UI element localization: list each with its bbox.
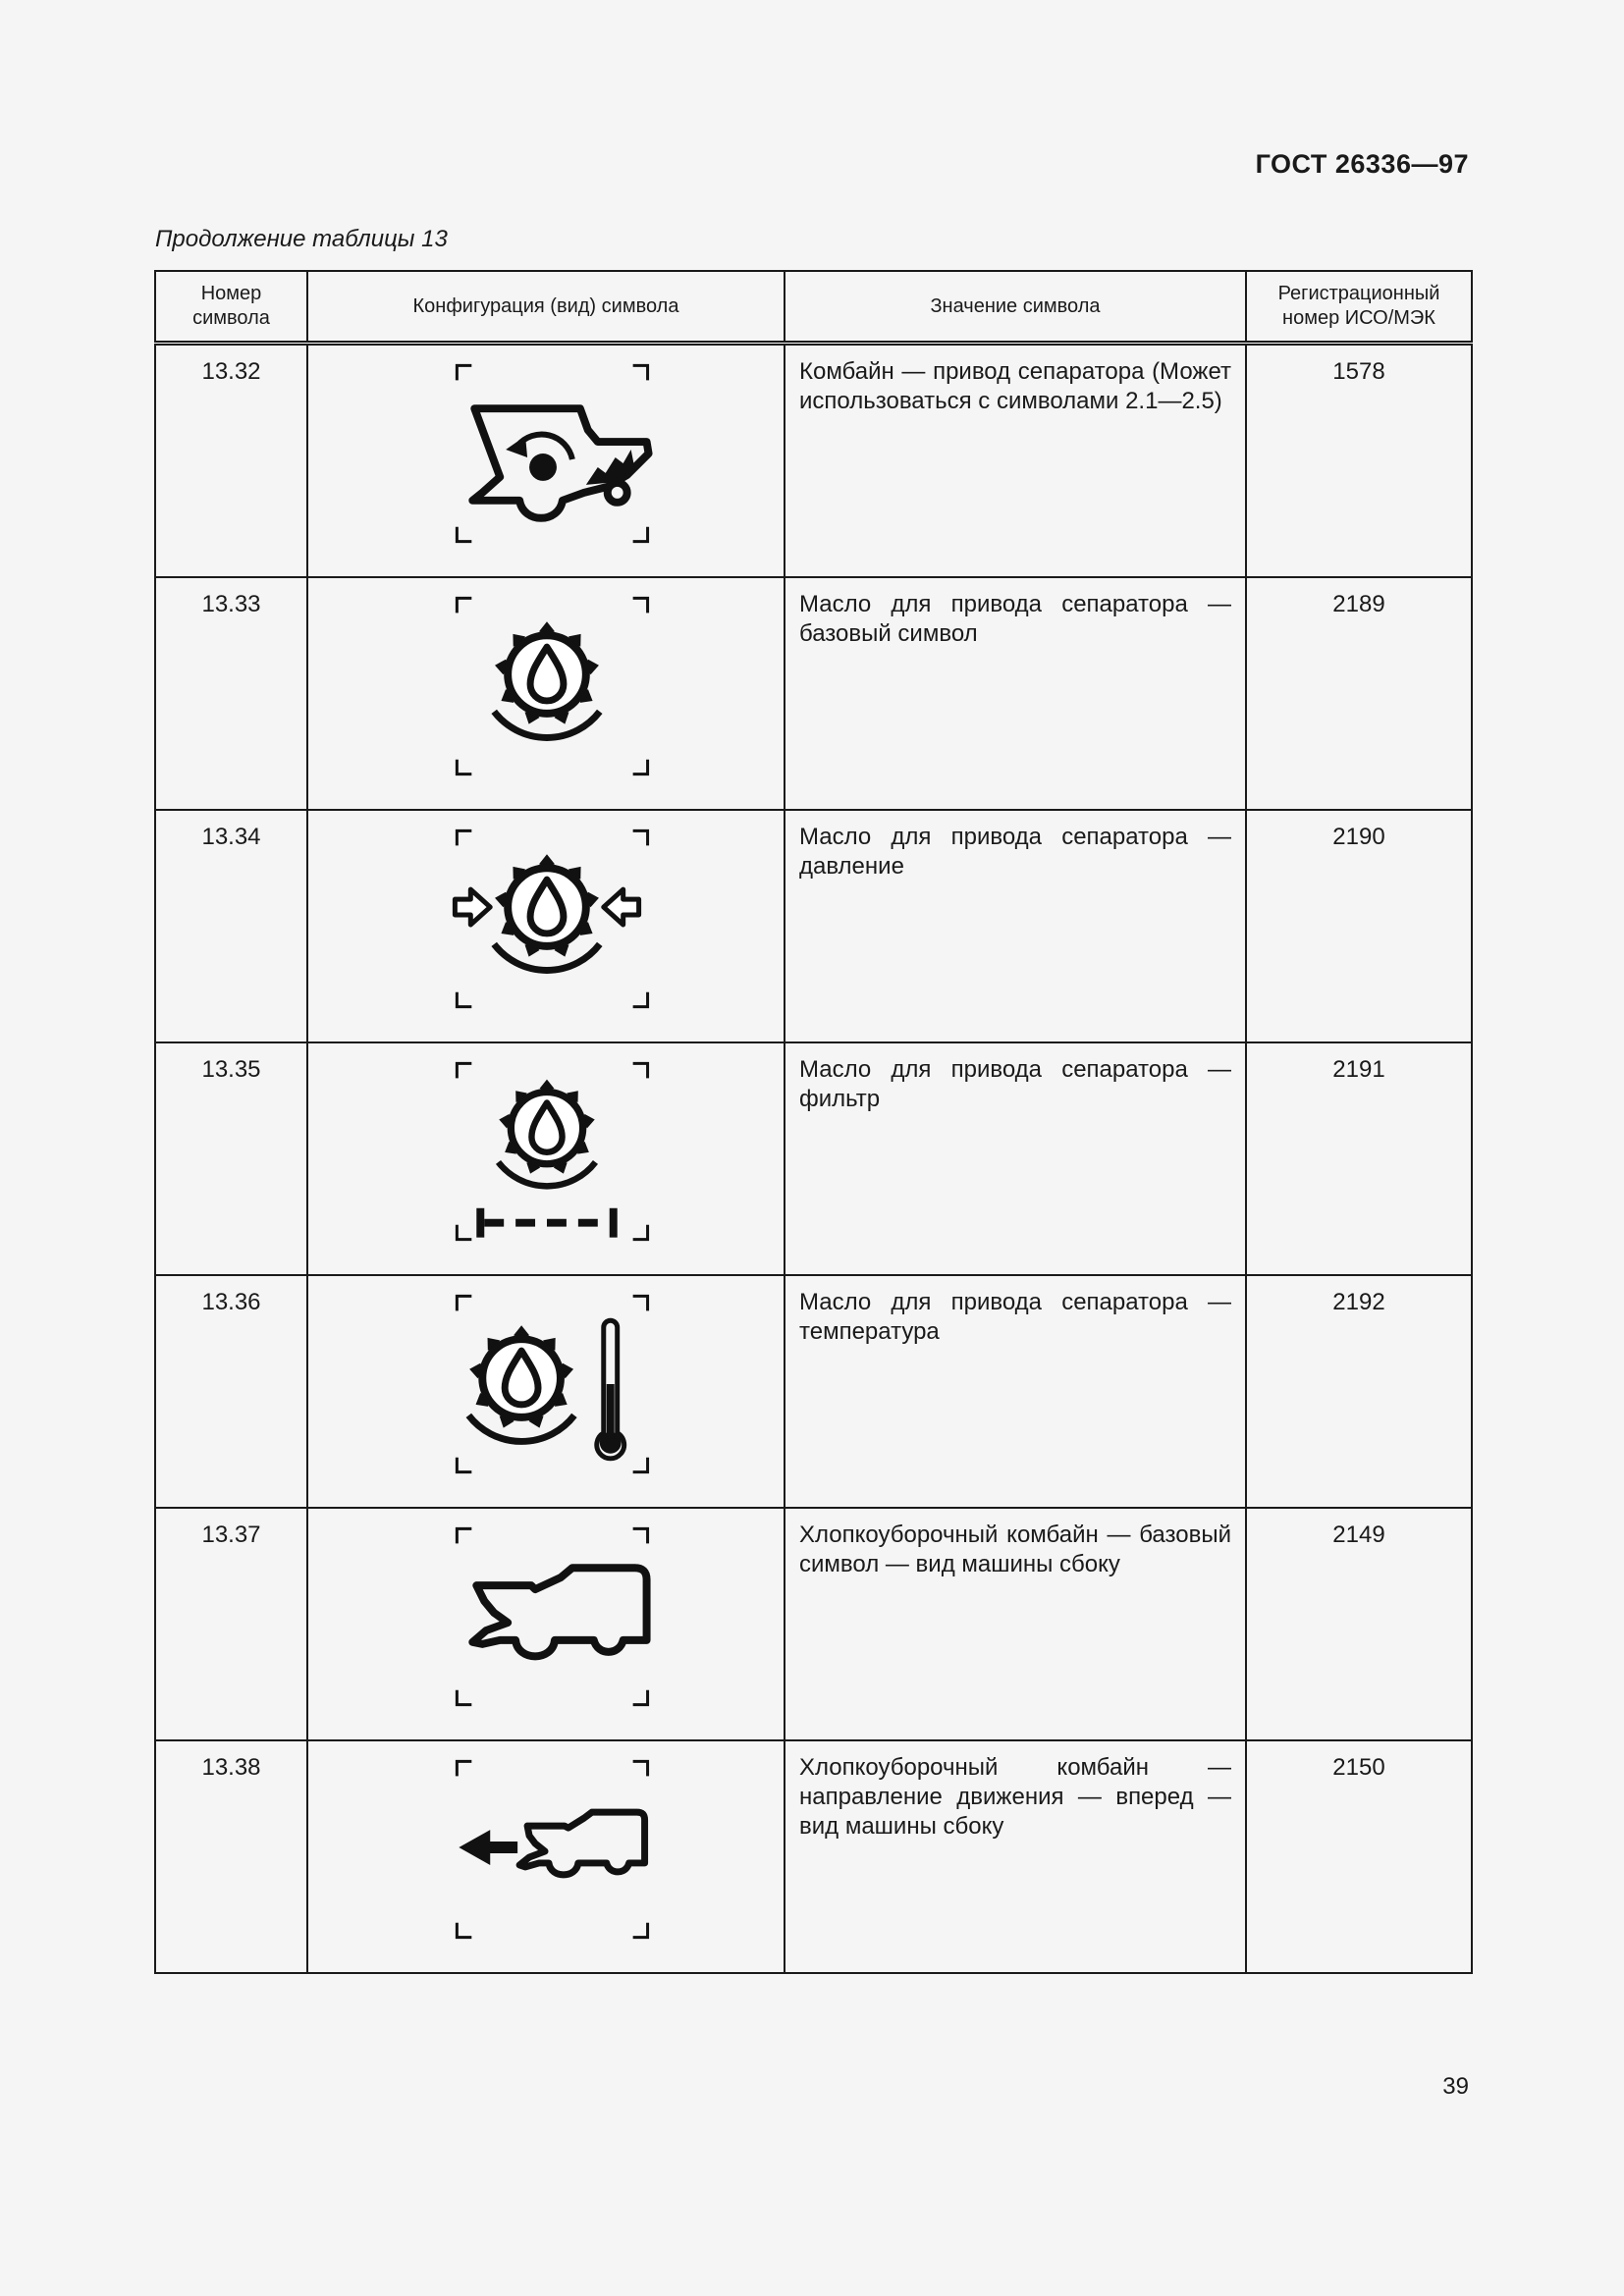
symbol-cell [307,1275,785,1508]
registration-number: 1578 [1246,344,1472,578]
symbol-meaning: Комбайн — привод сепаратора (Может использоваться с символами 2.1—2.5) [785,344,1246,578]
symbol-meaning: Масло для привода сепаратора — базовый символ [785,577,1246,810]
symbol-cell [307,1508,785,1740]
cotton-harvester-side-view-icon [308,1509,784,1727]
table-row [155,344,1472,578]
page-number: 39 [1442,2073,1469,2100]
column-header-number: Номер символа [155,271,307,344]
column-header-config: Конфигурация (вид) символа [307,271,785,344]
symbol-number: 13.37 [155,1508,307,1740]
symbol-cell [307,1042,785,1275]
separator-drive-oil-pressure-icon [308,811,784,1029]
symbol-cell [307,577,785,810]
symbols-table [154,270,1473,1974]
registration-number: 2192 [1246,1275,1472,1508]
table-row [155,577,1472,810]
symbol-number: 13.36 [155,1275,307,1508]
symbol-cell [307,810,785,1042]
column-header-reg: Регистрационный номер ИСО/МЭК [1246,271,1472,344]
symbol-cell [307,344,785,578]
symbol-number: 13.38 [155,1740,307,1973]
registration-number: 2191 [1246,1042,1472,1275]
table-header-row [155,271,1472,344]
separator-drive-oil-temperature-icon [308,1276,784,1494]
symbol-number: 13.35 [155,1042,307,1275]
symbol-meaning: Масло для привода сепаратора — давление [785,810,1246,1042]
symbol-meaning: Масло для привода сепаратора — температура [785,1275,1246,1508]
symbol-meaning: Хлопкоуборочный комбайн — базовый символ — вид машины сбоку [785,1508,1246,1740]
registration-number: 2190 [1246,810,1472,1042]
table-row [155,810,1472,1042]
table-row [155,1508,1472,1740]
symbol-number: 13.33 [155,577,307,810]
combine-separator-drive-icon [308,346,784,563]
symbol-meaning: Хлопкоуборочный комбайн — направление движения — вперед — вид машины сбоку [785,1740,1246,1973]
table-row [155,1275,1472,1508]
symbol-meaning: Масло для привода сепаратора — фильтр [785,1042,1246,1275]
symbol-number: 13.34 [155,810,307,1042]
column-header-meaning: Значение символа [785,271,1246,344]
symbol-number: 13.32 [155,344,307,578]
document-code: ГОСТ 26336—97 [1255,149,1469,179]
cotton-harvester-forward-icon [308,1741,784,1959]
registration-number: 2189 [1246,577,1472,810]
table-row [155,1042,1472,1275]
table-row [155,1740,1472,1973]
table-caption: Продолжение таблицы 13 [155,226,448,252]
registration-number: 2150 [1246,1740,1472,1973]
symbol-cell [307,1740,785,1973]
separator-drive-oil-filter-icon [308,1043,784,1261]
separator-drive-oil-icon [308,578,784,796]
registration-number: 2149 [1246,1508,1472,1740]
